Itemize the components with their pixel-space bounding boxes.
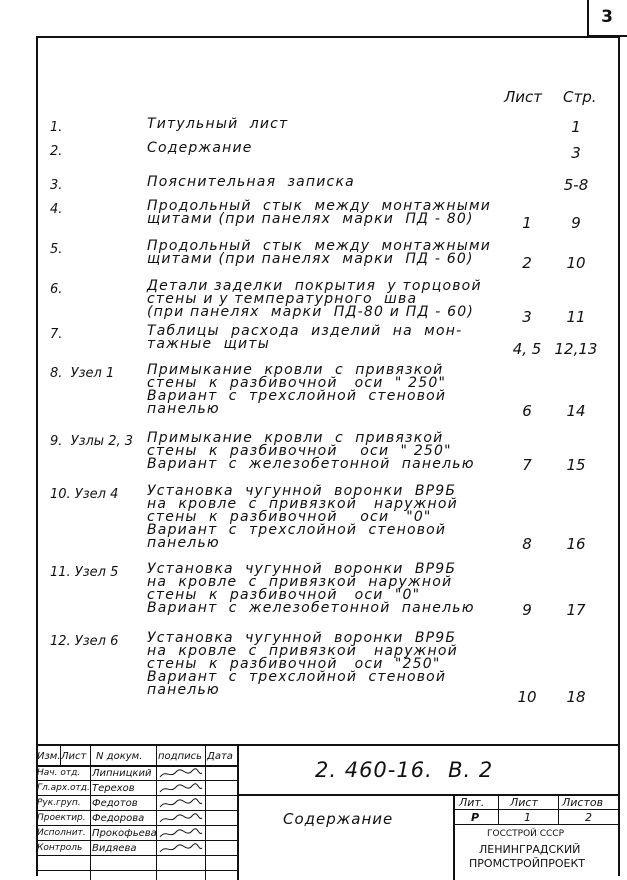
column-header-page: Стр. [563,88,597,106]
row-page: 10 [566,254,586,272]
row-page: 17 [566,601,586,619]
row-page: 14 [566,402,586,420]
title-block-name: Видяева [92,843,137,854]
row-title: Установка чугунной воронки ВР9Б на кровле с привязкой наружной стены к разбивочной оси "0" Вариант с железобетонной панелью [147,561,475,616]
signature-mark [158,842,204,856]
title-block-header: Изм. [37,751,61,762]
title-block-role: Рук.груп. [37,798,81,808]
row-title: Таблицы расхода изделий на мон- тажные щиты [147,323,463,352]
row-page: 16 [566,535,586,553]
lit-value: Р [471,811,480,824]
row-sheet: 2 [522,254,532,272]
org-line-1: ГОССТРОЙ СССР [487,829,565,839]
title-block-header: Дата [207,751,233,762]
title-block-header: подпись [158,751,202,762]
row-sheet: 7 [522,456,532,474]
row-sheet: 3 [522,308,532,326]
sheets-label: Листов [562,796,604,809]
org-line-3: ПРОМСТРОЙПРОЕКТ [469,857,586,870]
row-page: 1 [571,118,581,136]
signature-mark [158,767,204,781]
title-block-role: Проектир. [37,813,86,823]
row-number: 9. Узлы 2, 3 [50,434,134,449]
row-number: 1. [50,120,63,135]
sheet-value: 1 [524,811,531,824]
signature-mark [158,782,204,796]
row-title: Продольный стык между монтажными щитами (при панелях марки ПД - 60) [147,238,492,267]
row-number: 4. [50,202,63,217]
document-code: 2. 460-16. В. 2 [315,758,494,782]
title-block-header: Лист [61,751,87,762]
row-sheet: 8 [522,535,532,553]
title-block-role: Контроль [37,843,83,853]
org-line-2: ЛЕНИНГРАДСКИЙ [479,843,581,856]
sheet-label: Лист [510,796,538,809]
title-block-name: Федотов [92,798,138,809]
row-page: 12,13 [554,340,598,358]
row-sheet: 6 [522,402,532,420]
row-title: Установка чугунной воронки ВР9Б на кровле с привязкой наружной стены к разбивочной оси "0" Вариант с трехслойной стеновой панелью [147,483,458,551]
row-page: 5-8 [563,176,589,194]
row-number: 2. [50,144,63,159]
row-page: 9 [571,214,581,232]
row-page: 15 [566,456,586,474]
row-title: Детали заделки покрытия у торцовой стены и у температурного шва (при панелях марки ПД-80 и ПД - 60) [147,278,482,320]
title-block-name: Прокофьева [92,828,157,839]
title-block-role: Гл.арх.отд. [37,783,90,793]
sheets-value: 2 [585,811,592,824]
row-sheet: 1 [522,214,532,232]
row-number: 10. Узел 4 [50,487,119,502]
document-title: Содержание [283,810,394,828]
title-block-role: Исполнит. [37,828,86,838]
row-number: 7. [50,327,63,342]
title-block-name: Федорова [92,813,145,824]
signature-mark [158,812,204,826]
row-title: Титульный лист [147,116,289,132]
row-number: 12. Узел 6 [50,634,119,649]
row-number: 5. [50,242,63,257]
lit-label: Лит. [459,796,485,809]
row-number: 11. Узел 5 [50,565,119,580]
sheet-number: 3 [601,7,613,27]
row-sheet: 10 [517,688,537,706]
column-header-sheet: Лист [504,88,543,106]
row-title: Содержание [147,140,253,156]
title-block-header: N докум. [96,751,143,762]
signature-mark [158,797,204,811]
row-page: 11 [566,308,586,326]
row-title: Примыкание кровли с привязкой стены к разбивочной оси " 250" Вариант с трехслойной стеновой панелью [147,362,447,417]
row-sheet: 4, 5 [512,340,542,358]
row-title: Установка чугунной воронки ВР9Б на кровле с привязкой наружной стены к разбивочной оси "250" Вариант с трехслойной стеновой панелью [147,630,458,698]
row-title: Примыкание кровли с привязкой стены к разбивочной оси " 250" Вариант с железобетонной панелью [147,430,475,472]
row-sheet: 9 [522,601,532,619]
row-page: 18 [566,688,586,706]
row-number: 8. Узел 1 [50,366,115,381]
signature-mark [158,827,204,841]
title-block-name: Терехов [92,783,135,794]
title-block-role: Нач. отд. [37,768,81,778]
title-block-name: Липницкий [92,768,152,779]
row-number: 6. [50,282,63,297]
row-title: Пояснительная записка [147,174,355,190]
row-title: Продольный стык между монтажными щитами (при панелях марки ПД - 80) [147,198,492,227]
row-number: 3. [50,178,63,193]
row-page: 3 [571,144,581,162]
